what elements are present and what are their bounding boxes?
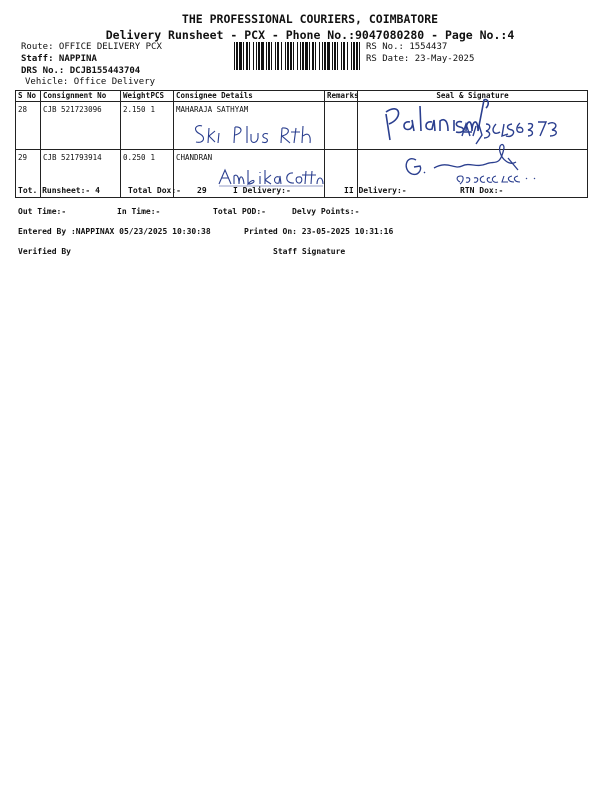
- route-info: Route: OFFICE DELIVERY PCX: [21, 42, 162, 52]
- company-title: THE PROFESSIONAL COURIERS, COIMBATORE: [181, 12, 439, 26]
- col-consignment: Consignment No: [41, 91, 121, 102]
- rtn-dox: RTN Dox:-: [460, 186, 504, 195]
- vehicle-info: Vehicle: Office Delivery: [25, 77, 156, 87]
- row-weight: 0.250: [121, 150, 149, 198]
- staff-info: Staff: NAPPINA: [21, 54, 97, 64]
- row-pcs: 1: [149, 150, 174, 198]
- rs-date: RS Date: 23-May-2025: [366, 54, 475, 64]
- handwritten-note-ambika-cotton: [215, 166, 327, 188]
- printed-on: Printed On: 23-05-2025 10:31:16: [244, 227, 394, 236]
- row-weight: 2.150: [121, 102, 149, 150]
- delvy-points: Delvy Points:-: [292, 207, 360, 216]
- barcode: [234, 42, 360, 70]
- col-consignee: Consignee Details: [174, 91, 325, 102]
- in-time: In Time:-: [117, 207, 161, 216]
- ii-delivery: II Delivery:-: [344, 186, 407, 195]
- handwritten-signature-g: [400, 140, 550, 188]
- rs-number: RS No.: 1554437: [366, 42, 448, 52]
- row-sno: 29: [16, 150, 41, 198]
- verified-by: Verified By: [18, 247, 71, 256]
- out-time: Out Time:-: [18, 207, 67, 216]
- handwritten-signature-palanisamy: [380, 98, 585, 146]
- row-consignee: CHANDRAN: [174, 150, 325, 198]
- row-consignment: CJB 521723096: [41, 102, 121, 150]
- col-seal-signature: Seal & Signature: [358, 91, 588, 102]
- runsheet-subtitle: Delivery Runsheet - PCX - Phone No.:9047080280 - Page No.:4: [105, 28, 515, 42]
- total-dox-value: 29: [197, 186, 207, 195]
- entered-by: Entered By :NAPPINAX 05/23/2025 10:30:38: [18, 227, 211, 236]
- staff-signature: Staff Signature: [273, 247, 346, 256]
- handwritten-note-ski-plus: [190, 120, 330, 150]
- i-delivery: I Delivery:-: [233, 186, 291, 195]
- drs-number: DRS No.: DCJB155443704: [21, 66, 141, 76]
- total-pod: Total POD:-: [213, 207, 266, 216]
- col-weight: Weight: [121, 91, 149, 102]
- col-remarks: Remarks: [325, 91, 358, 102]
- col-sno: S No: [16, 91, 41, 102]
- col-pcs: PCS: [149, 91, 174, 102]
- row-sno: 28: [16, 102, 41, 150]
- row-pcs: 1: [149, 102, 174, 150]
- row-consignee: MAHARAJA SATHYAM: [174, 102, 325, 150]
- total-dox-label: Total Dox:-: [128, 186, 181, 195]
- tot-runsheet: Tot. Runsheet:- 4: [18, 186, 100, 195]
- row-consignment: CJB 521793914: [41, 150, 121, 198]
